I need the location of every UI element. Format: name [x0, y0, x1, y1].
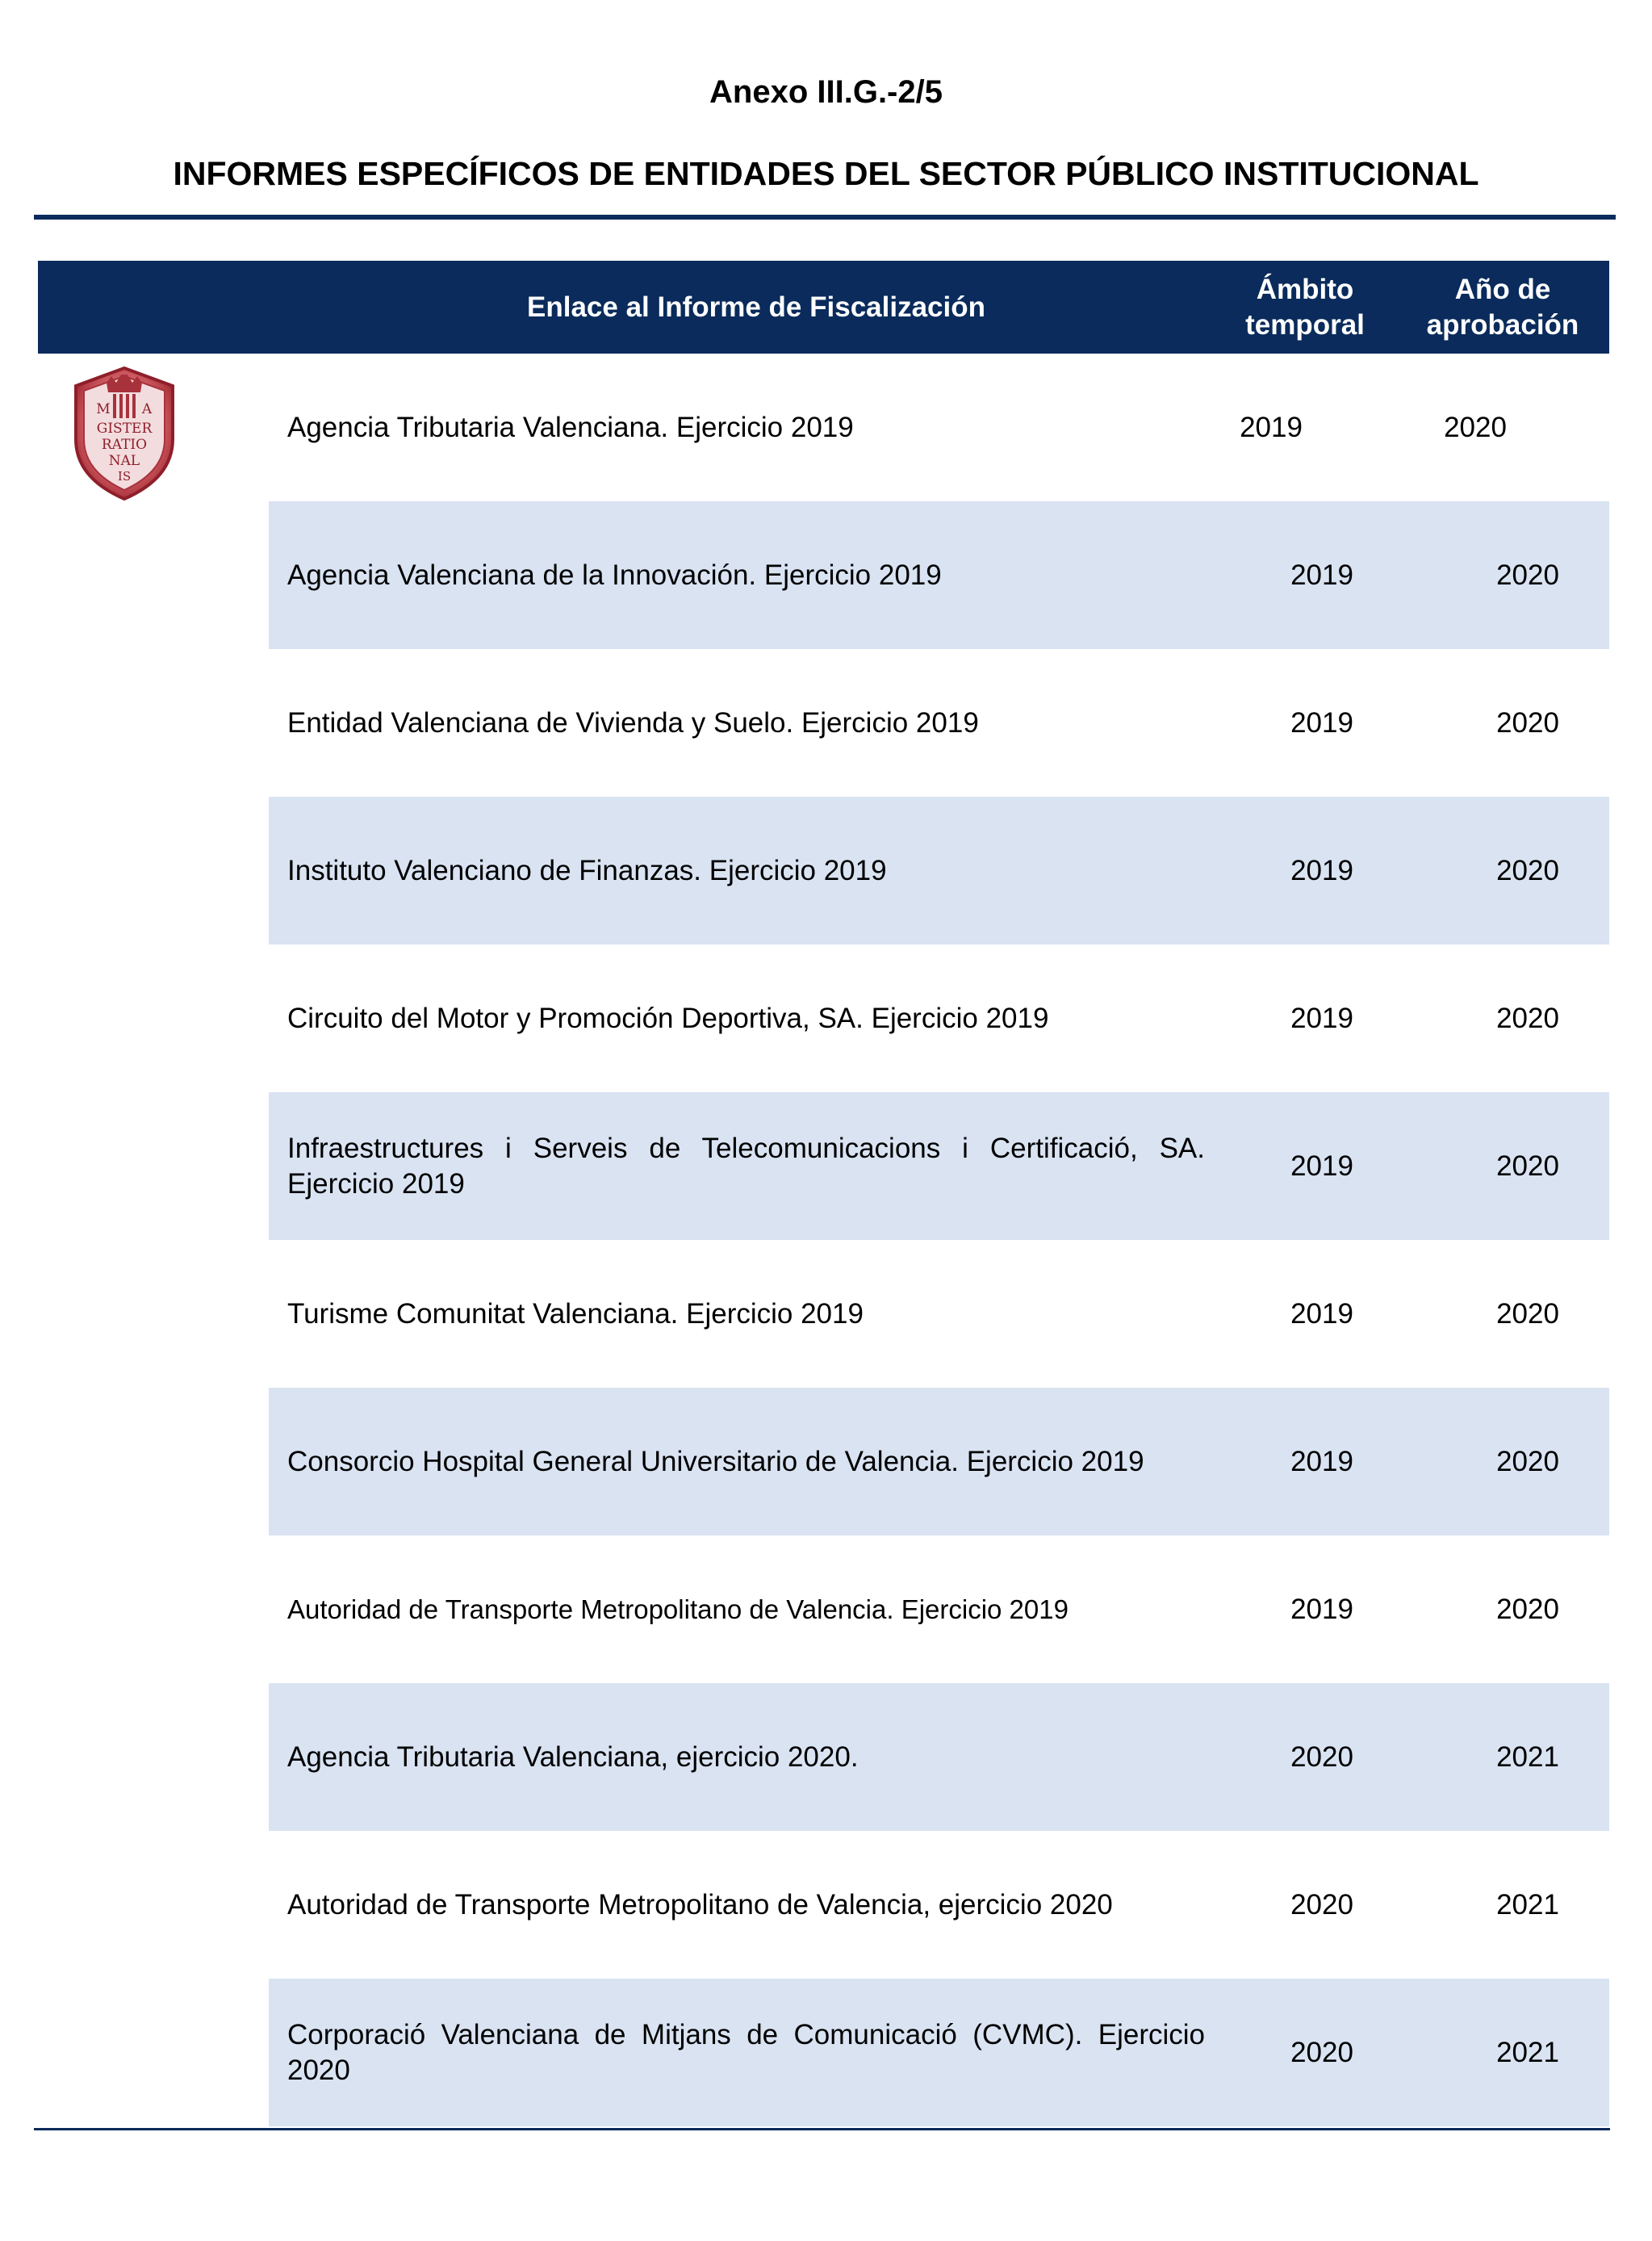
table-row: [269, 797, 1609, 945]
report-link[interactable]: Turisme Comunitat Valenciana. Ejercicio 2019: [287, 1297, 864, 1330]
report-link[interactable]: Autoridad de Transporte Metropolitano de Valencia, ejercicio 2020: [287, 1888, 1113, 1921]
ano-aprobacion-value: 2020: [1496, 1593, 1559, 1625]
ambito-temporal-value: 2019: [1240, 411, 1303, 443]
seal-line-gister: GISTER: [96, 421, 153, 437]
report-link[interactable]: Consorcio Hospital General Universitario de Valencia. Ejercicio 2019: [287, 1445, 1144, 1477]
column-header-link: Enlace al Informe de Fiscalización: [527, 291, 985, 323]
table-row: [269, 649, 1609, 797]
column-header-ambito-line1: Ámbito: [1256, 273, 1354, 305]
table-header: [38, 261, 1609, 354]
ano-aprobacion-value: 2021: [1496, 2036, 1559, 2068]
seal-line-nal: NAL: [108, 453, 140, 469]
ano-aprobacion-value: 2020: [1496, 559, 1559, 591]
table-row: [269, 1831, 1609, 1979]
column-header-ambito: [1200, 261, 1410, 354]
report-link[interactable]: Agencia Valenciana de la Innovación. Ejercicio 2019: [287, 559, 942, 591]
ambito-temporal-value: 2019: [1290, 1002, 1353, 1034]
table-row: [269, 1979, 1609, 2126]
column-header-ano-line2: aprobación: [1426, 308, 1579, 341]
column-header-ano: [1402, 261, 1604, 354]
report-link[interactable]: Corporació Valenciana de Mitjans de Comunicació (CVMC). Ejercicio 2020: [287, 2018, 1205, 2086]
seal-letter-m: M: [96, 401, 111, 417]
title-divider: [34, 215, 1616, 220]
ano-aprobacion-value: 2020: [1444, 411, 1507, 443]
table-row: [269, 1240, 1609, 1388]
table-row: [269, 501, 1609, 649]
ambito-temporal-value: 2019: [1290, 854, 1353, 886]
report-link[interactable]: Infraestructures i Serveis de Telecomunicacions i Certificació, SA. Ejercicio 2019: [287, 1132, 1205, 1200]
ano-aprobacion-value: 2021: [1496, 1888, 1559, 1921]
ano-aprobacion-value: 2020: [1496, 1297, 1559, 1330]
seal-line-is: IS: [117, 469, 132, 484]
annex-heading: Anexo III.G.-2/5: [709, 74, 943, 110]
report-link[interactable]: Agencia Tributaria Valenciana. Ejercicio 2019: [287, 411, 854, 443]
ano-aprobacion-value: 2020: [1496, 854, 1559, 886]
ano-aprobacion-value: 2021: [1496, 1740, 1559, 1773]
table-row: [269, 354, 1609, 501]
table-row: [269, 945, 1609, 1092]
sindicatura-seal-logo: [69, 365, 179, 502]
seal-letter-a: A: [141, 401, 153, 417]
column-header-ambito-line2: temporal: [1245, 308, 1365, 341]
table-row: [269, 1683, 1609, 1831]
ano-aprobacion-value: 2020: [1496, 1445, 1559, 1477]
report-link[interactable]: Entidad Valenciana de Vivienda y Suelo. Ejercicio 2019: [287, 706, 979, 739]
ano-aprobacion-value: 2020: [1496, 706, 1559, 739]
ambito-temporal-value: 2019: [1290, 1445, 1353, 1477]
ano-aprobacion-value: 2020: [1496, 1002, 1559, 1034]
ambito-temporal-value: 2020: [1290, 1740, 1353, 1773]
page-title: INFORMES ESPECÍFICOS DE ENTIDADES DEL SECTOR PÚBLICO INSTITUCIONAL: [173, 155, 1479, 192]
ambito-temporal-value: 2019: [1290, 706, 1353, 739]
table-row: [269, 1388, 1609, 1535]
ambito-temporal-value: 2019: [1290, 1150, 1353, 1182]
report-link[interactable]: Autoridad de Transporte Metropolitano de Valencia. Ejercicio 2019: [287, 1594, 1069, 1624]
report-link[interactable]: Instituto Valenciano de Finanzas. Ejercicio 2019: [287, 854, 887, 886]
ambito-temporal-value: 2019: [1290, 1297, 1353, 1330]
table-row: [269, 1535, 1609, 1683]
ano-aprobacion-value: 2020: [1496, 1150, 1559, 1182]
column-header-ano-line1: Año de: [1454, 273, 1551, 305]
report-link[interactable]: Circuito del Motor y Promoción Deportiva, SA. Ejercicio 2019: [287, 1002, 1049, 1034]
report-link[interactable]: Agencia Tributaria Valenciana, ejercicio 2020.: [287, 1740, 859, 1773]
table-row: [269, 1092, 1609, 1240]
ambito-temporal-value: 2020: [1290, 2036, 1353, 2068]
table-bottom-rule: [34, 2128, 1610, 2130]
seal-line-ratio: RATIO: [101, 437, 148, 453]
ambito-temporal-value: 2019: [1290, 1593, 1353, 1625]
ambito-temporal-value: 2020: [1290, 1888, 1353, 1921]
ambito-temporal-value: 2019: [1290, 559, 1353, 591]
